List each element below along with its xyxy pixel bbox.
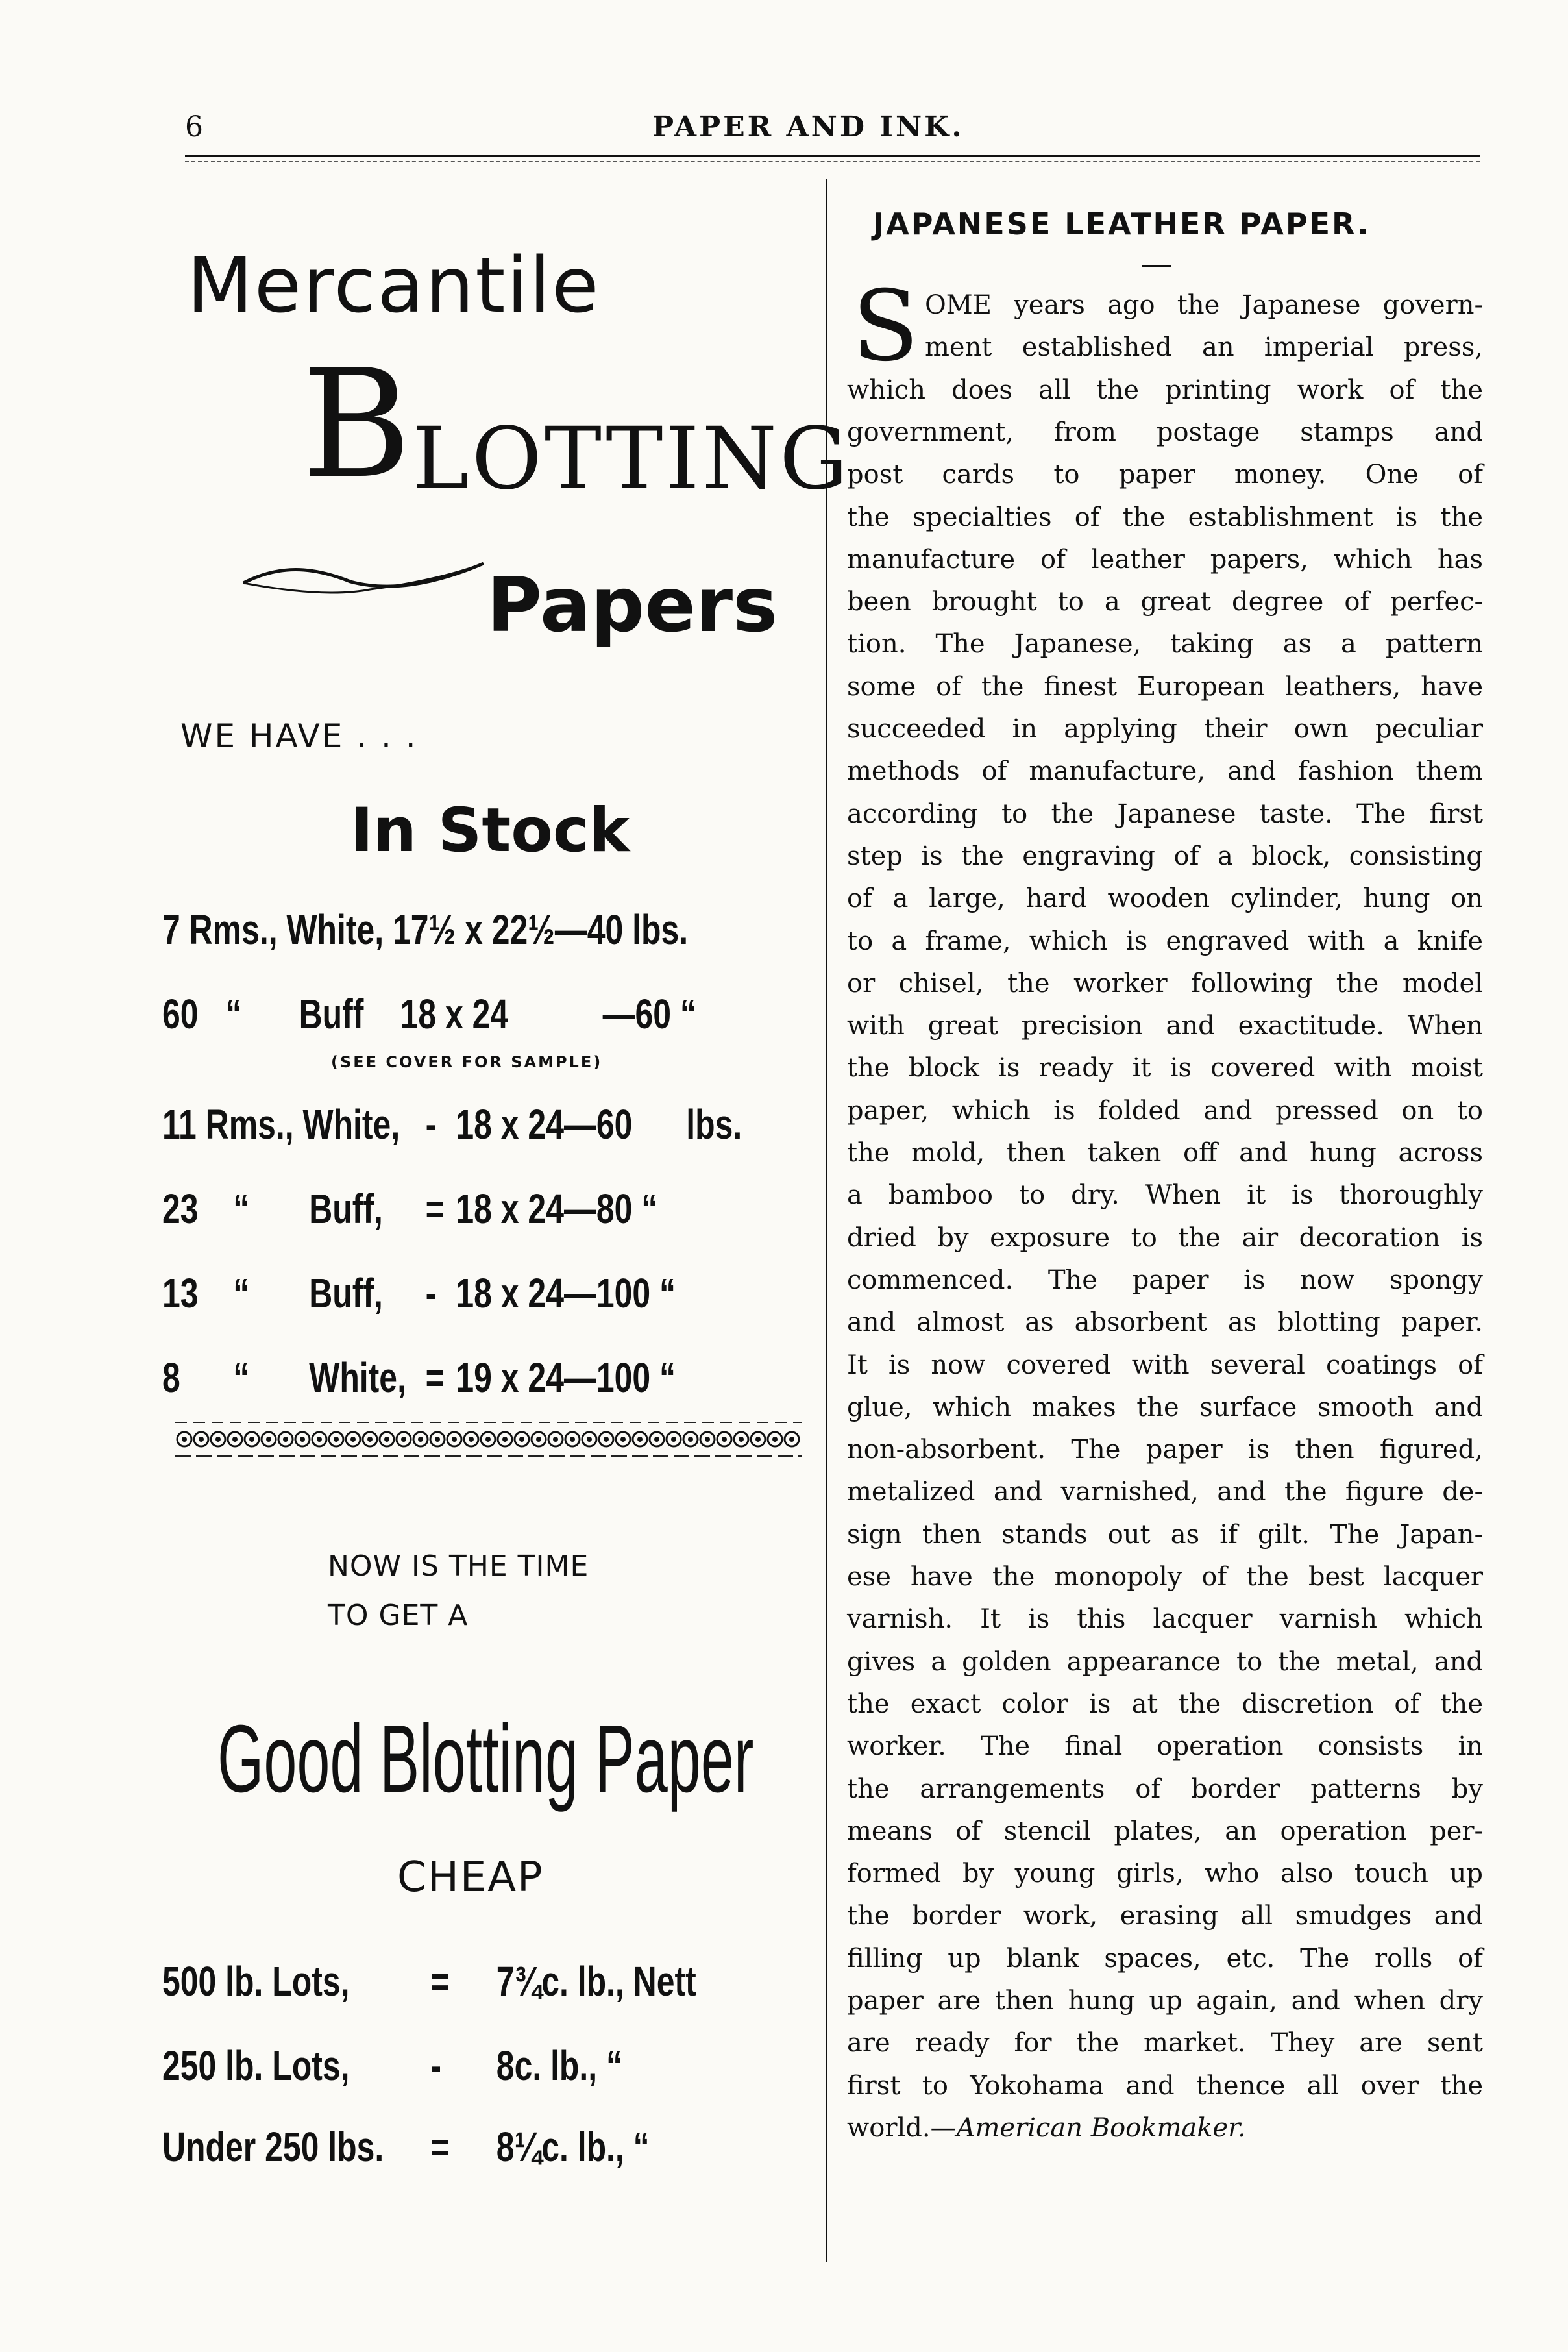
article-line: the mold, then taken off and hung across	[847, 1138, 1483, 1168]
article-line: the arrangements of border patterns by	[847, 1774, 1483, 1804]
article-line: step is the engraving of a block, consisting	[847, 841, 1483, 871]
stock-size: 18 x 24	[400, 991, 509, 1037]
article-line: paper are then hung up again, and when dry	[847, 1986, 1483, 2016]
stock-row	[162, 1185, 820, 1237]
separator: =	[430, 1958, 450, 2005]
separator: -	[430, 2042, 442, 2089]
drop-cap: S	[852, 270, 919, 383]
article-line: to a frame, which is engraved with a knife	[847, 926, 1483, 956]
article-line: means of stencil plates, an operation per-	[847, 1816, 1483, 1846]
stock-qty: 8	[162, 1354, 180, 1401]
stock-row	[162, 1269, 820, 1321]
price-row	[162, 2042, 820, 2094]
good-blotting-paper-heading: Good Blotting Paper	[217, 1705, 754, 1813]
article-line: the block is ready it is covered with moist	[847, 1053, 1483, 1083]
article-line: the exact color is at the discretion of the	[847, 1689, 1483, 1719]
swash-ornament	[240, 558, 487, 604]
article-line: formed by young girls, who also touch up	[847, 1859, 1483, 1889]
ditto-mark: “	[225, 991, 242, 1037]
article-line: succeeded in applying their own peculiar	[847, 714, 1483, 744]
ad-heading: Mercantile	[187, 240, 600, 330]
price-lot: 250 lb. Lots,	[162, 2042, 350, 2089]
separator: =	[425, 1185, 445, 1232]
price-value: 7¾c. lb., Nett	[496, 1958, 696, 2005]
cheap-label: CHEAP	[397, 1853, 544, 1901]
stock-qty: 13	[162, 1270, 199, 1317]
stock-unit: lbs.	[686, 1101, 742, 1148]
separator: -	[425, 1270, 437, 1317]
price-value: 8¼c. lb., “	[496, 2123, 650, 2170]
article-line: ment established an imperial press,	[925, 332, 1483, 363]
we-have-label: WE HAVE . . .	[180, 717, 418, 755]
now-is-the-time	[328, 1542, 589, 1640]
article-line: OME years ago the Japanese govern-	[925, 290, 1483, 320]
article-line: worker. The final operation consists in	[847, 1731, 1483, 1762]
article-line: with great precision and exactitude. When	[847, 1011, 1483, 1041]
article-line: varnish. It is this lacquer varnish which	[847, 1604, 1483, 1635]
article-line: gives a golden appearance to the metal, and	[847, 1646, 1483, 1677]
blotting-word: LOTTING	[412, 409, 851, 509]
stock-size: 18 x 24—60	[456, 1101, 633, 1148]
price-value: 8c. lb., “	[496, 2042, 622, 2089]
ditto-mark: “	[233, 1270, 250, 1317]
article-line: sign then stands out as if gilt. The Japan-	[847, 1519, 1483, 1550]
separator: -	[425, 1101, 437, 1148]
stock-color: Buff,	[309, 1270, 383, 1317]
stock-color: Buff,	[309, 1185, 383, 1232]
article-line: commenced. The paper is now spongy	[847, 1265, 1483, 1295]
stock-qty: 23	[162, 1185, 199, 1232]
article-line: government, from postage stamps and	[847, 417, 1483, 447]
stock-qty: 11 Rms., White,	[162, 1101, 400, 1148]
stock-size: 19 x 24—100 “	[456, 1354, 676, 1401]
article-line: according to the Japanese taste. The first	[847, 798, 1483, 829]
papers-word: Papers	[487, 562, 778, 649]
page-number: 6	[185, 110, 203, 143]
header-dashed-rule	[185, 161, 1480, 162]
header-rule	[185, 155, 1480, 157]
article-title: JAPANESE LEATHER PAPER.	[873, 206, 1371, 241]
price-row	[162, 1957, 820, 2009]
article-attribution: American Bookmaker.	[956, 2112, 1246, 2143]
article-line: the border work, erasing all smudges and	[847, 1901, 1483, 1931]
stock-size: 18 x 24—100 “	[456, 1270, 676, 1317]
stock-weight: —60 “	[602, 991, 696, 1037]
article-line: manufacture of leather papers, which has	[847, 544, 1483, 575]
ditto-mark: “	[233, 1354, 250, 1401]
article-line: tion. The Japanese, taking as a pattern	[847, 629, 1483, 660]
article-line: and almost as absorbent as blotting paper.	[847, 1307, 1483, 1338]
article-line: or chisel, the worker following the model	[847, 968, 1483, 998]
separator: =	[430, 2123, 450, 2170]
article-line: ese have the monopoly of the best lacquer	[847, 1562, 1483, 1592]
article-line: non-absorbent. The paper is then figured,	[847, 1435, 1483, 1465]
stock-color: Buff	[299, 991, 364, 1037]
article-line: It is now covered with several coatings of	[847, 1350, 1483, 1380]
article-line: glue, which makes the surface smooth and	[847, 1392, 1483, 1422]
ditto-mark: “	[233, 1185, 250, 1232]
article-line: dried by exposure to the air decoration is	[847, 1222, 1483, 1253]
in-stock-heading: In Stock	[350, 795, 630, 866]
article-line-text: world.—	[847, 2112, 957, 2143]
to-get-line: TO GET A	[328, 1599, 469, 1632]
article-line: metalized and varnished, and the figure de-	[847, 1477, 1483, 1507]
article-line	[847, 2112, 1483, 2143]
now-is-line: NOW IS THE TIME	[328, 1550, 589, 1583]
blotting-initial: B	[302, 338, 412, 512]
article-line: are ready for the market. They are sent	[847, 2028, 1483, 2059]
stock-color: White,	[309, 1354, 406, 1401]
article-line: filling up blank spaces, etc. The rolls of	[847, 1943, 1483, 1974]
stock-row	[162, 990, 820, 1042]
title-dash	[1142, 265, 1171, 267]
stock-row	[162, 1354, 820, 1405]
separator: =	[425, 1354, 445, 1401]
ornamental-divider	[175, 1418, 802, 1464]
article-line: paper, which is folded and pressed on to	[847, 1095, 1483, 1126]
article-line: the specialties of the establishment is the	[847, 502, 1483, 532]
article-line: some of the finest European leathers, have	[847, 671, 1483, 702]
running-title: PAPER AND INK.	[652, 110, 964, 143]
sample-note: (SEE COVER FOR SAMPLE)	[331, 1053, 603, 1071]
price-row	[162, 2123, 820, 2175]
article-line: post cards to paper money. One of	[847, 460, 1483, 490]
price-lot: 500 lb. Lots,	[162, 1958, 350, 2005]
article-line: been brought to a great degree of perfec-	[847, 587, 1483, 617]
stock-row-text: 7 Rms., White, 17½ x 22½—40 lbs.	[162, 906, 689, 953]
article-line: first to Yokohama and thence all over the	[847, 2070, 1483, 2101]
price-lot: Under 250 lbs.	[162, 2123, 384, 2170]
stock-size: 18 x 24—80 “	[456, 1185, 658, 1232]
article-line: of a large, hard wooden cylinder, hung on	[847, 884, 1483, 914]
stock-row	[162, 1100, 820, 1152]
article-line: which does all the printing work of the	[847, 375, 1483, 405]
article-line: a bamboo to dry. When it is thoroughly	[847, 1180, 1483, 1211]
stock-row	[162, 906, 820, 958]
article-line: methods of manufacture, and fashion them	[847, 756, 1483, 787]
stock-qty: 60	[162, 991, 199, 1037]
